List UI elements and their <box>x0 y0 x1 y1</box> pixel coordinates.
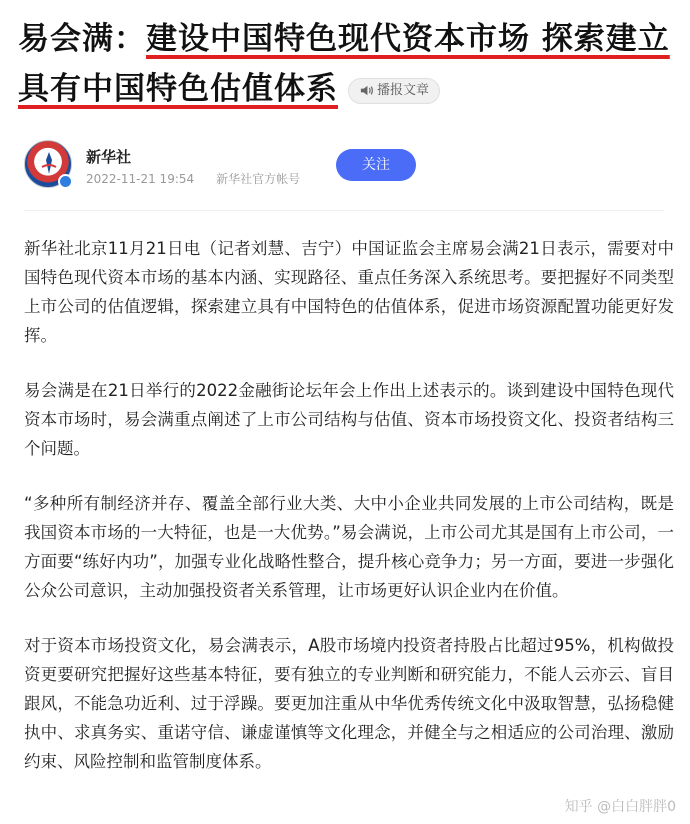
speaker-icon <box>359 83 374 98</box>
title-highlight: 建设中国特色现代资本市场 探索建立具有中国特色估值体系 <box>18 21 670 107</box>
listen-label: 播报文章 <box>377 82 430 98</box>
paragraph: 对于资本市场投资文化，易会满表示，A股市场境内投资者持股占比超过95%，机构做投资更要研究把握好这些基本特征，要有独立的专业判断和研究能力，不能人云亦云、盲目跟风，不能急功近利、过于浮躁。要更加注重从中华优秀传统文化中汲取智慧，弘扬稳健执中、求真务实、重诺守信、谦虚谨慎等文化理念，并健全与之相适应的公司治理、激励约束、风险控制和监管制度体系。 <box>24 636 674 771</box>
post-date: 2022-11-21 19:54 <box>86 172 195 186</box>
follow-button[interactable]: 关注 <box>336 149 416 181</box>
paragraph: “多种所有制经济并存、覆盖全部行业大类、大中小企业共同发展的上市公司结构，既是我国资本市场的一大特征，也是一大优势。”易会满说，上市公司尤其是国有上市公司，一方面要“练好内功”，加强专业化战略性整合，提升核心竞争力；另一方面，要进一步强化公众公司意识，主动加强投资者关系管理，让市场更好认识企业内在价值。 <box>24 494 674 600</box>
header-divider <box>24 210 664 211</box>
article-header <box>18 14 678 114</box>
paragraph: 新华社北京11月21日电（记者刘慧、吉宁）中国证监会主席易会满21日表示，需要对中国特色现代资本市场的基本内涵、实现路径、重点任务深入系统思考。要把握好不同类型上市公司的估值逻辑，探索建立具有中国特色的估值体系，促进市场资源配置功能更好发挥。 <box>24 239 674 345</box>
verified-badge-icon <box>58 174 73 189</box>
account-type: 新华社官方帐号 <box>216 172 301 186</box>
author-row <box>24 140 664 190</box>
emblem-icon <box>39 151 59 175</box>
listen-button[interactable] <box>348 78 440 104</box>
article-title <box>18 14 678 114</box>
post-meta <box>86 170 300 187</box>
paragraph: 易会满是在21日举行的2022金融街论坛年会上作出上述表示的。谈到建设中国特色现代资本市场时，易会满重点阐述了上市公司结构与估值、资本市场投资文化、投资者结构三个问题。 <box>24 381 674 458</box>
article-body <box>24 234 674 802</box>
title-prefix: 易会满： <box>18 21 146 57</box>
author-name[interactable]: 新华社 <box>86 148 132 166</box>
watermark: 知乎 @白白胖胖0 <box>564 799 676 815</box>
